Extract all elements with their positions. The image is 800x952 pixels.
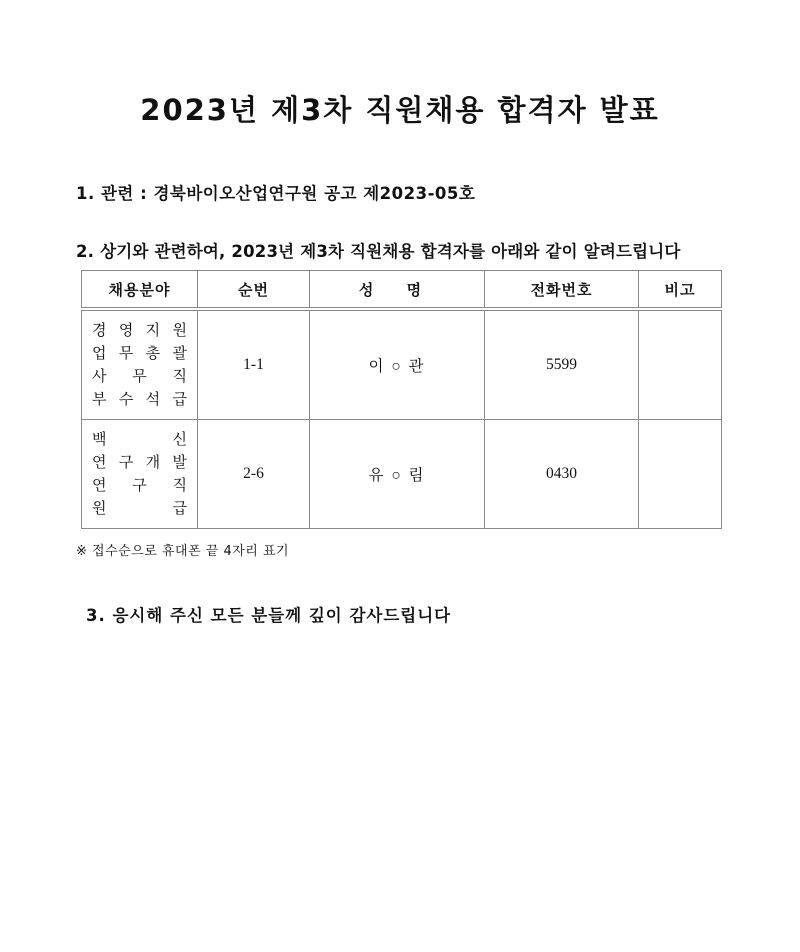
header-phone: 전화번호 (485, 271, 639, 310)
field-line (92, 388, 187, 411)
field-char: 신 (172, 430, 187, 448)
number-cell: 2-6 (198, 420, 310, 529)
field-char: 구 (132, 476, 147, 494)
field-cell (82, 309, 198, 420)
field-char: 구 (118, 453, 134, 471)
number-cell: 1-1 (198, 309, 310, 420)
field-line (92, 474, 187, 497)
remark-cell (639, 420, 722, 529)
remark-cell (639, 309, 722, 420)
phone-cell: 5599 (485, 309, 639, 420)
page-title: 2023년 제3차 직원채용 합격자 발표 (140, 93, 660, 127)
field-char: 수 (118, 390, 134, 408)
field-char: 원 (172, 321, 187, 339)
field-char: 영 (118, 321, 134, 339)
field-char: 직 (172, 476, 187, 494)
table-row (82, 309, 722, 420)
header-name: 성 명 (310, 271, 485, 310)
field-char: 발 (172, 453, 187, 471)
field-char: 백 (92, 430, 107, 448)
field-text (82, 319, 197, 411)
field-char: 경 (92, 321, 107, 339)
name-cell: 이 ○ 관 (310, 309, 485, 420)
field-char: 직 (172, 367, 187, 385)
field-char: 연 (92, 453, 107, 471)
field-char: 연 (92, 476, 107, 494)
field-char: 석 (145, 390, 161, 408)
header-number: 순번 (198, 271, 310, 310)
field-text (82, 428, 197, 520)
table-header-row (82, 271, 722, 310)
field-char: 괄 (172, 344, 187, 362)
field-line (92, 428, 187, 451)
field-char: 업 (92, 344, 107, 362)
field-line (92, 319, 187, 342)
field-char: 원 (92, 499, 107, 517)
table-row (82, 420, 722, 529)
header-remark: 비고 (639, 271, 722, 310)
field-line (92, 497, 187, 520)
reference-line: 1. 관련 : 경북바이오산업연구원 공고 제2023-05호 (76, 184, 476, 203)
field-cell (82, 420, 198, 529)
footnote: ※ 접수순으로 휴대폰 끝 4자리 표기 (76, 544, 290, 559)
name-cell: 유 ○ 림 (310, 420, 485, 529)
field-char: 사 (92, 367, 107, 385)
field-char: 무 (118, 344, 134, 362)
phone-cell: 0430 (485, 420, 639, 529)
field-char: 개 (145, 453, 161, 471)
field-line (92, 342, 187, 365)
results-table (81, 270, 722, 529)
field-line (92, 365, 187, 388)
field-char: 지 (145, 321, 161, 339)
field-char: 급 (172, 390, 187, 408)
field-char: 총 (145, 344, 161, 362)
field-line (92, 451, 187, 474)
field-char: 급 (172, 499, 187, 517)
closing-line: 3. 응시해 주신 모든 분들께 깊이 감사드립니다 (86, 606, 452, 625)
header-field: 채용분야 (82, 271, 198, 310)
field-char: 무 (132, 367, 147, 385)
field-char: 부 (92, 390, 107, 408)
announcement-line: 2. 상기와 관련하여, 2023년 제3차 직원채용 합격자를 아래와 같이 알려드립니다 (76, 242, 681, 261)
